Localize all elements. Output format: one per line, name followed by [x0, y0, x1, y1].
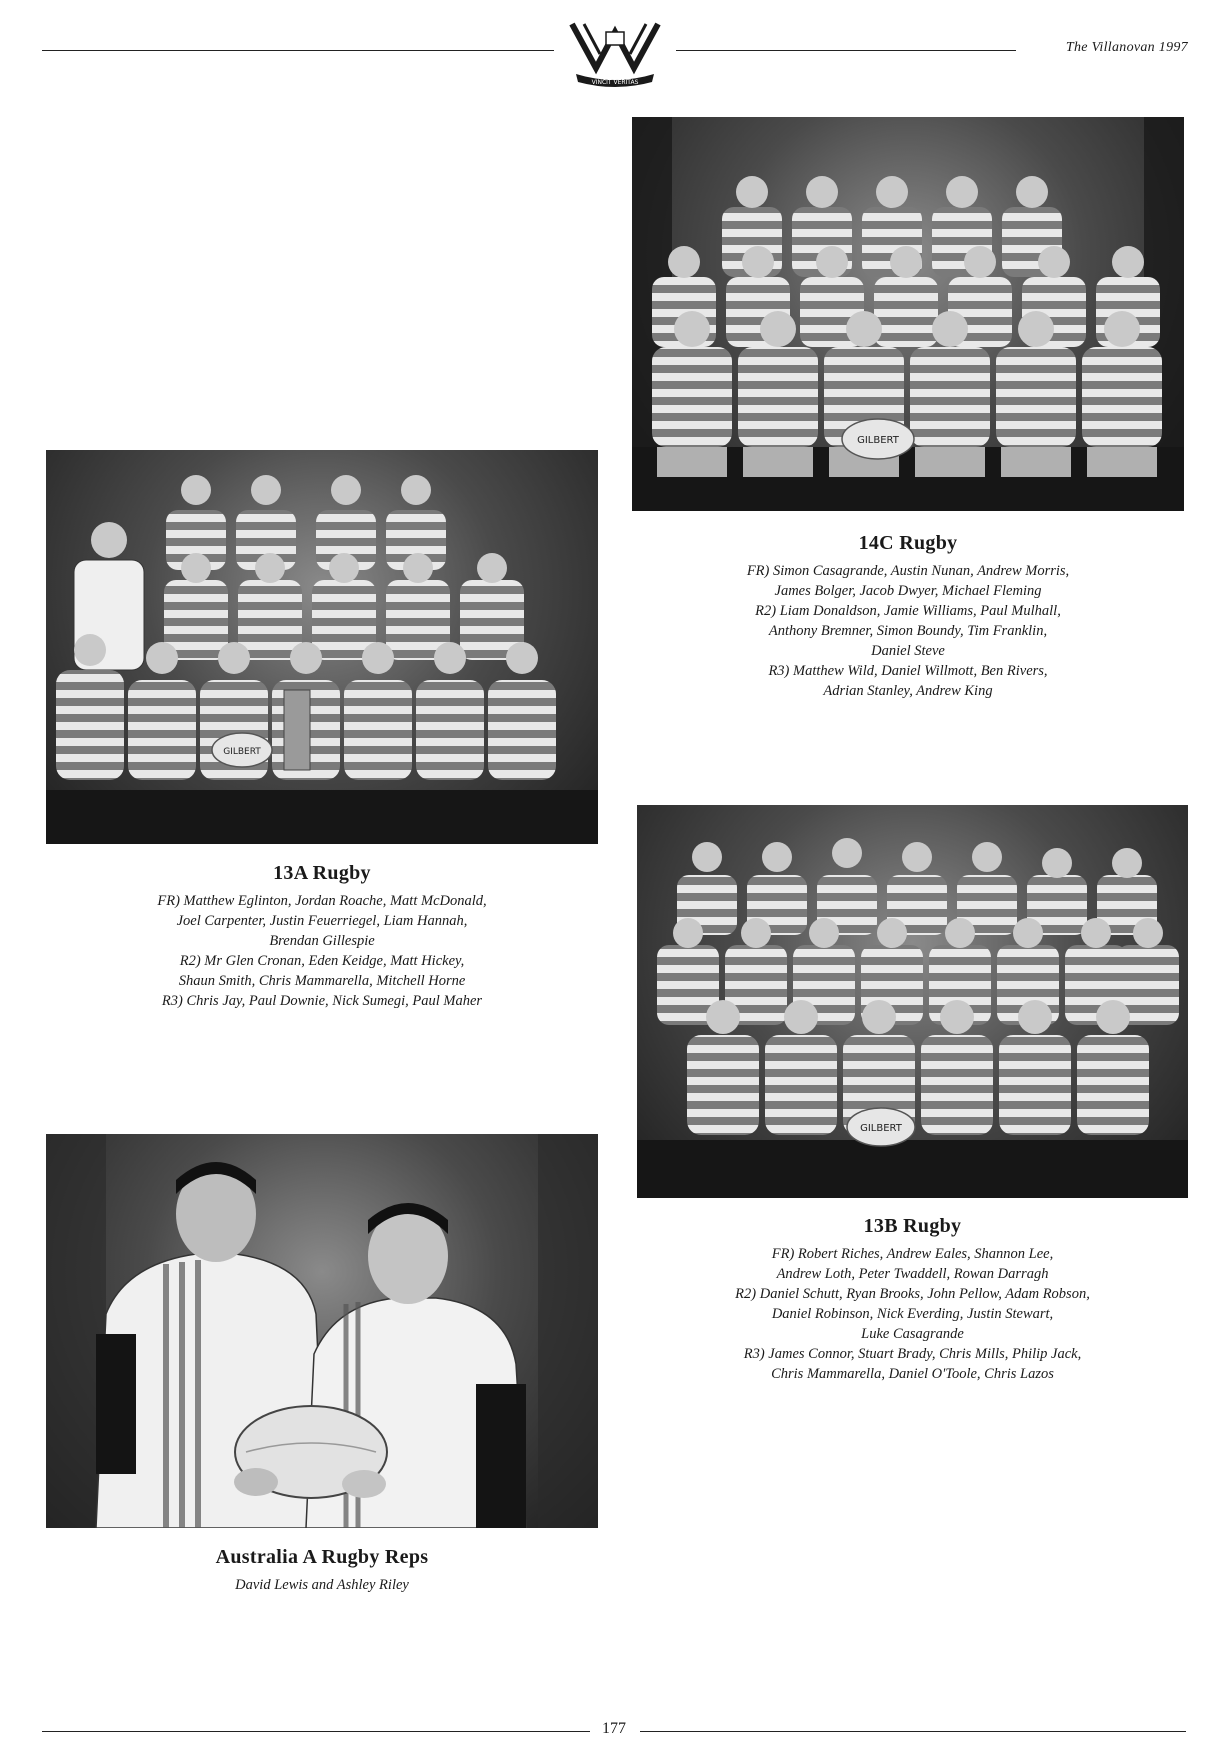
caption-line: Brendan Gillespie — [269, 933, 375, 949]
header-title: The Villanovan 1997 — [1065, 40, 1188, 55]
caption-line: Shaun Smith, Chris Mammarella, Mitchell Horne — [178, 973, 466, 989]
caption-line: David Lewis and Ashley Riley — [235, 1577, 409, 1593]
caption-14c — [632, 532, 1184, 701]
caption-line: R3) Matthew Wild, Daniel Willmott, Ben Rivers, — [768, 663, 1048, 679]
caption-title-reps: Australia A Rugby Reps — [215, 1546, 429, 1568]
reps-photo — [46, 1134, 598, 1528]
caption-line: R3) Chris Jay, Paul Downie, Nick Sumegi, Paul Maher — [161, 993, 483, 1009]
caption-line: R2) Daniel Schutt, Ryan Brooks, John Pellow, Adam Robson, — [735, 1286, 1090, 1302]
caption-line: FR) Matthew Eglinton, Jordan Roache, Matt McDonald, — [157, 893, 487, 909]
caption-line: Luke Casagrande — [861, 1326, 964, 1342]
header-rule-left — [42, 50, 554, 51]
caption-title-13b: 13B Rugby — [863, 1215, 962, 1237]
caption-line: FR) Robert Riches, Andrew Eales, Shannon Lee, — [771, 1246, 1054, 1262]
school-crest-logo — [566, 18, 664, 88]
caption-line: Chris Mammarella, Daniel O'Toole, Chris Lazos — [771, 1366, 1054, 1382]
caption-title-14c: 14C Rugby — [858, 532, 958, 554]
caption-13a — [46, 862, 598, 1011]
caption-title-13a: 13A Rugby — [273, 862, 371, 884]
ball-label-13a: GILBERT — [223, 747, 261, 757]
team-photo-14c — [632, 117, 1184, 511]
team-photo-13a — [46, 450, 598, 844]
caption-line: R3) James Connor, Stuart Brady, Chris Mills, Philip Jack, — [743, 1346, 1082, 1362]
caption-line: FR) Simon Casagrande, Austin Nunan, Andrew Morris, — [746, 563, 1070, 579]
caption-13b — [637, 1215, 1188, 1384]
caption-line: Andrew Loth, Peter Twaddell, Rowan Darragh — [776, 1266, 1049, 1282]
svg-text:VINCIT VERITAS: VINCIT VERITAS — [591, 79, 639, 86]
page-number: 177 — [602, 1720, 626, 1737]
caption-reps — [46, 1546, 598, 1595]
caption-line: James Bolger, Jacob Dwyer, Michael Fleming — [774, 583, 1042, 599]
caption-line: Anthony Bremner, Simon Boundy, Tim Franklin, — [768, 623, 1048, 639]
header-rule-right — [676, 50, 1016, 51]
caption-line: Daniel Robinson, Nick Everding, Justin Stewart, — [771, 1306, 1054, 1322]
ball-label-13b: GILBERT — [860, 1123, 902, 1134]
caption-line: Joel Carpenter, Justin Feuerriegel, Liam Hannah, — [176, 913, 468, 929]
caption-line: R2) Liam Donaldson, Jamie Williams, Paul Mulhall, — [755, 603, 1061, 619]
caption-line: R2) Mr Glen Cronan, Eden Keidge, Matt Hickey, — [179, 953, 465, 969]
caption-line: Daniel Steve — [871, 643, 945, 659]
caption-line: Adrian Stanley, Andrew King — [823, 683, 993, 699]
ball-label-14c: GILBERT — [857, 435, 899, 446]
team-photo-13b — [637, 805, 1188, 1198]
